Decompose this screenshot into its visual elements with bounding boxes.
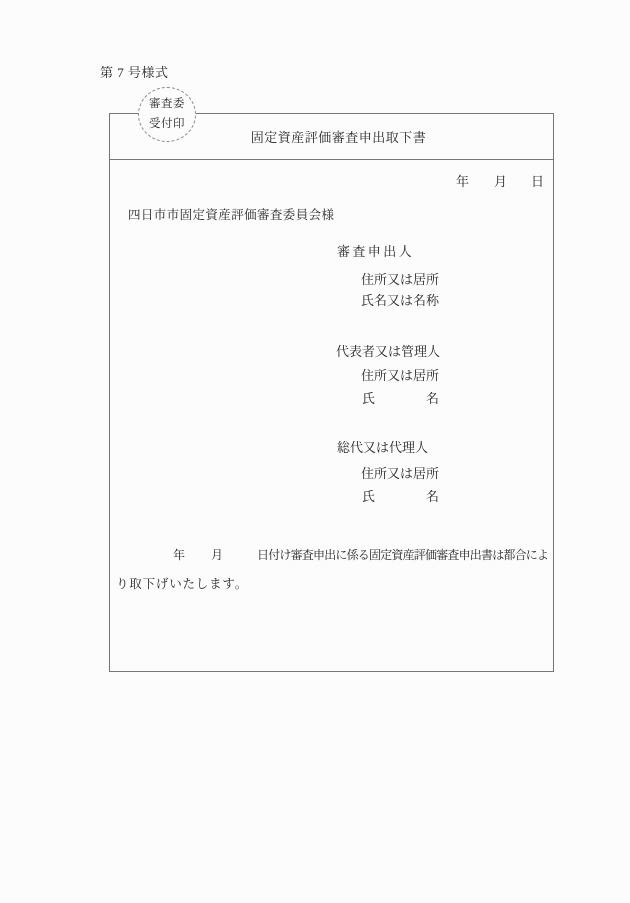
section-applicant-address-label: 住所又は居所 [361,272,440,287]
body-statement-line1: 日付け審査申出に係る固定資産評価審査申出書は都合によ [257,548,549,562]
section-proxy-header: 総代又は代理人 [337,440,429,455]
body-month-label: 月 [211,548,224,562]
name-label-last: 名 [425,489,439,504]
name-label-first: 氏 [362,391,376,406]
name-label-last: 名 [425,391,439,406]
body-year-label: 年 [173,548,186,562]
form-box [109,113,554,672]
receipt-stamp-line2: 受付印 [149,118,185,130]
date-year-label: 年 [456,174,470,189]
name-label-first: 氏 [362,489,376,504]
form-number-label: 第 7 号様式 [100,65,169,80]
addressee-label: 四日市市固定資産評価審査委員会様 [128,208,335,222]
date-month-label: 月 [494,174,508,189]
receipt-stamp [138,87,196,142]
section-proxy-address-label: 住所又は居所 [361,466,440,481]
section-representative-header: 代表者又は管理人 [336,344,441,359]
section-applicant-header: 審査申出人 [337,244,415,259]
form-title: 固定資産評価審査申出取下書 [250,130,427,145]
section-representative-name-label [362,392,439,405]
receipt-stamp-line1: 審査委 [149,97,185,110]
date-day-label: 日 [531,174,545,189]
section-proxy-name-label [362,490,439,503]
section-representative-address-label: 住所又は居所 [361,368,440,383]
body-statement-line2: り取下げいたします。 [116,577,249,591]
section-applicant-name-label: 氏名又は名称 [361,293,440,308]
